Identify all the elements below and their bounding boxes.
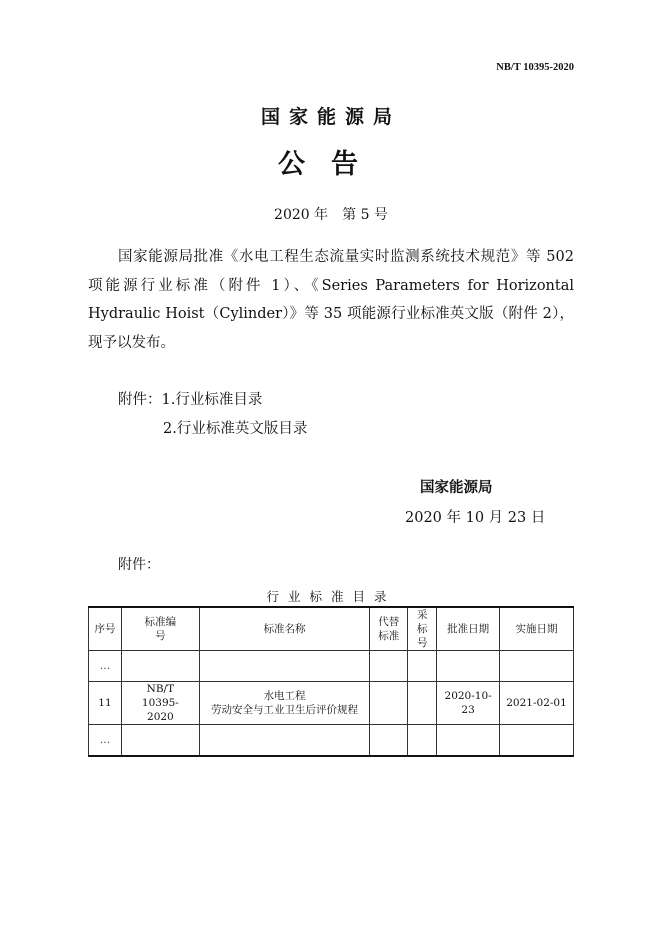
notice-body: 国家能源局批准《水电工程生态流量实时监测系统技术规范》等 502 项能源行业标准（附件 1）、《Series Parameters for Horizontal Hydraulic Hoist（Cylinder）》等 35 项能源行业标准英文版（附件 2），现予以发布。 — [88, 249, 574, 351]
table-row — [89, 682, 574, 725]
issue-number: 2020 年 第 5 号 — [274, 207, 388, 223]
header-standard-number: 标准编号 — [121, 607, 199, 651]
standard-name-line-2: 劳动安全与工业卫生后评价规程 — [211, 704, 359, 716]
standard-name-line-1: 水电工程 — [263, 690, 306, 702]
table-row — [89, 725, 574, 757]
cell-approval-date: 2020-10-23 — [437, 682, 500, 725]
page-title: 公告 — [278, 149, 384, 180]
attachment-label: 附件： — [118, 557, 160, 573]
signature-organization: 国家能源局 — [420, 479, 493, 496]
issuing-organization: 国家能源局 — [260, 106, 401, 128]
ellipsis-cell: … — [89, 725, 122, 757]
standards-table — [88, 606, 574, 757]
table-title: 行业标准目录 — [266, 589, 396, 604]
signature-date: 2020 年 10 月 23 日 — [405, 510, 546, 526]
header-effective-date: 实施日期 — [500, 607, 574, 651]
attachment-item-1: 附件：1.行业标准目录 — [118, 392, 263, 408]
cell-adopted-standard — [408, 682, 437, 725]
standard-code: NB/T 10395-2020 — [496, 62, 574, 73]
table-header-row — [89, 607, 574, 651]
cell-replaced-standard — [370, 682, 408, 725]
cell-effective-date: 2021-02-01 — [500, 682, 574, 725]
attachment-item-2: 2.行业标准英文版目录 — [163, 421, 308, 437]
header-approval-date: 批准日期 — [437, 607, 500, 651]
ellipsis-cell: … — [89, 651, 122, 682]
cell-seq: 11 — [89, 682, 122, 725]
header-adopted-standard: 采标号 — [408, 607, 437, 651]
header-standard-name: 标准名称 — [199, 607, 369, 651]
header-seq: 序号 — [89, 607, 122, 651]
cell-standard-name — [199, 682, 369, 725]
cell-standard-number: NB/T 10395-2020 — [121, 682, 199, 725]
header-replaced-standard: 代替标准 — [370, 607, 408, 651]
table-row — [89, 651, 574, 682]
